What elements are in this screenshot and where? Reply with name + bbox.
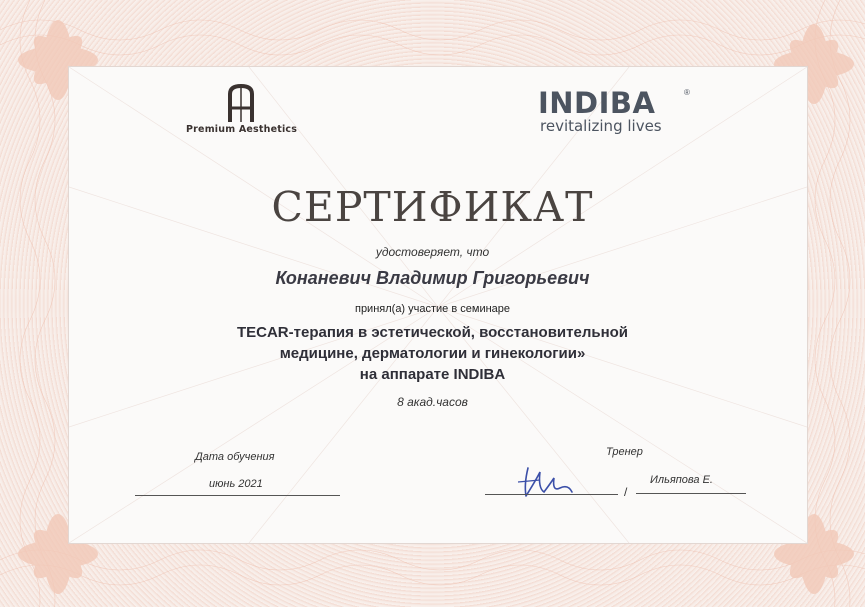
premium-aesthetics-wordmark: Premium Aesthetics bbox=[186, 124, 298, 135]
signature-underline bbox=[485, 494, 618, 495]
indiba-tagline: revitalizing lives bbox=[540, 117, 662, 135]
signature-separator: / bbox=[624, 485, 628, 499]
certificate-title: СЕРТИФИКАТ bbox=[271, 183, 594, 231]
seminar-title-line-1: TECAR-терапия в эстетической, восстановительной bbox=[236, 324, 629, 341]
trainer-signature bbox=[510, 458, 590, 504]
trainer-name: Ильяпова Е. bbox=[650, 474, 713, 486]
premium-aesthetics-logo bbox=[186, 84, 296, 138]
date-label: Дата обучения bbox=[195, 451, 275, 463]
recipient-name: Конаневич Владимир Григорьевич bbox=[275, 268, 590, 288]
seminar-title-line-3: на аппарате INDIBA bbox=[359, 366, 506, 383]
premium-aesthetics-mark bbox=[226, 84, 256, 124]
trainer-name-underline bbox=[636, 493, 746, 494]
indiba-logo bbox=[538, 86, 708, 140]
date-underline bbox=[135, 495, 340, 496]
indiba-wordmark: INDIBA bbox=[538, 86, 656, 120]
participation-text: принял(а) участие в семинаре bbox=[354, 303, 511, 315]
trainer-label: Тренер bbox=[606, 446, 643, 458]
date-value: июнь 2021 bbox=[209, 478, 263, 490]
certifies-text: удостоверяет, что bbox=[375, 245, 490, 259]
seminar-title-line-2: медицине, дерматологии и гинекологии» bbox=[279, 345, 586, 362]
seminar-title bbox=[0, 322, 865, 385]
registered-mark: ® bbox=[684, 88, 690, 97]
course-hours: 8 акад.часов bbox=[397, 395, 468, 409]
